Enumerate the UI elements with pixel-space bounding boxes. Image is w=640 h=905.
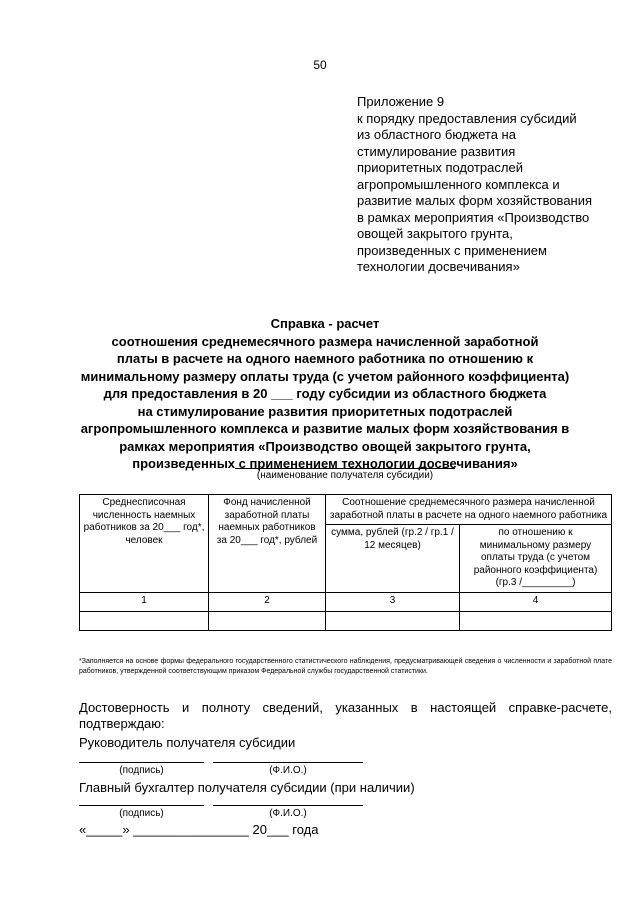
title-line: произведенных с применением технологии досвечивания» — [132, 456, 518, 471]
column-number: 2 — [209, 592, 326, 611]
header-minimum-wage-ratio: по отношению к минимальному размеру оплаты труда (с учетом районного коэффициента) (гр.3 /_________) — [460, 525, 612, 593]
signature-caption: (подпись) — [119, 765, 164, 776]
date-line: «_____» ________________ 20___ года — [79, 822, 319, 837]
column-number: 1 — [80, 592, 209, 611]
title-line: рамках мероприятия «Производство овощей закрытого грунта, — [119, 438, 531, 454]
calculation-table — [79, 494, 612, 631]
appendix-line: овощей закрытого грунта, — [357, 226, 513, 241]
title-line: для предоставления в 20 ___ году субсидии из областного бюджета — [103, 386, 547, 401]
appendix-line: в рамках мероприятия «Производство — [357, 209, 590, 225]
appendix-note — [357, 94, 617, 276]
appendix-line: к порядку предоставления субсидий — [357, 110, 577, 126]
header-payroll-fund: Фонд начисленной заработной платы наемных работников за 20___ год*, рублей — [209, 495, 326, 593]
column-number: 4 — [460, 592, 612, 611]
empty-cell[interactable] — [326, 611, 460, 630]
appendix-line: технологии досвечивания» — [357, 259, 520, 274]
title-line: агропромышленного комплекса и развитие малых форм хозяйствования в — [80, 421, 570, 436]
head-name-line[interactable] — [213, 762, 363, 763]
header-sum: сумма, рублей (гр.2 / гр.1 / 12 месяцев) — [326, 525, 460, 593]
recipient-name-line — [235, 468, 455, 469]
accountant-name-line[interactable] — [213, 805, 363, 806]
accountant-signature-line[interactable] — [79, 805, 204, 806]
appendix-line: Приложение 9 — [357, 94, 445, 109]
page-number: 50 — [313, 58, 327, 72]
title-line: платы в расчете на одного наемного работника по отношению к — [116, 351, 534, 366]
title-line: Справка - расчет — [270, 316, 380, 331]
appendix-line: произведенных с применением — [357, 242, 547, 258]
footnote: *Заполняется на основе формы федерального государственного статистического наблюдения, предусматривающей сведения о численности и заработной плате работников, утвержденной соответствующим приказом Федеральной службы государственной статистики. — [79, 658, 612, 675]
document-title — [60, 315, 590, 473]
confirmation-text: Достоверность и полноту сведений, указанных в настоящей справке-расчете, подтверждаю: — [79, 700, 612, 731]
title-line: соотношения среднемесячного размера начисленной заработной — [111, 333, 539, 349]
empty-cell[interactable] — [80, 611, 209, 630]
header-headcount: Среднесписочная численность наемных работников за 20___ год*, человек — [80, 495, 209, 593]
title-line: минимальному размеру оплаты труда (с учетом районного коэффициента) — [80, 368, 570, 384]
appendix-line: из областного бюджета на — [357, 127, 516, 142]
column-number: 3 — [326, 592, 460, 611]
chief-accountant-label: Главный бухгалтер получателя субсидии (при наличии) — [79, 780, 415, 795]
signature-caption: (подпись) — [119, 808, 164, 819]
header-ratio-group: Соотношение среднемесячного размера начисленной заработной платы в расчете на одного наемного работника — [326, 495, 612, 525]
title-line: на стимулирование развития приоритетных подотраслей — [137, 403, 513, 419]
head-label: Руководитель получателя субсидии — [79, 735, 296, 750]
name-caption: (Ф.И.О.) — [269, 808, 307, 819]
appendix-line: агропромышленного комплекса и — [357, 176, 560, 192]
appendix-line: развитие малых форм хозяйствования — [357, 193, 593, 208]
head-signature-line[interactable] — [79, 762, 204, 763]
empty-cell[interactable] — [209, 611, 326, 630]
appendix-line: приоритетных подотраслей — [357, 160, 523, 175]
recipient-caption: (наименование получателя субсидии) — [256, 470, 434, 481]
name-caption: (Ф.И.О.) — [269, 765, 307, 776]
empty-cell[interactable] — [460, 611, 612, 630]
appendix-line: стимулирование развития — [357, 143, 516, 159]
